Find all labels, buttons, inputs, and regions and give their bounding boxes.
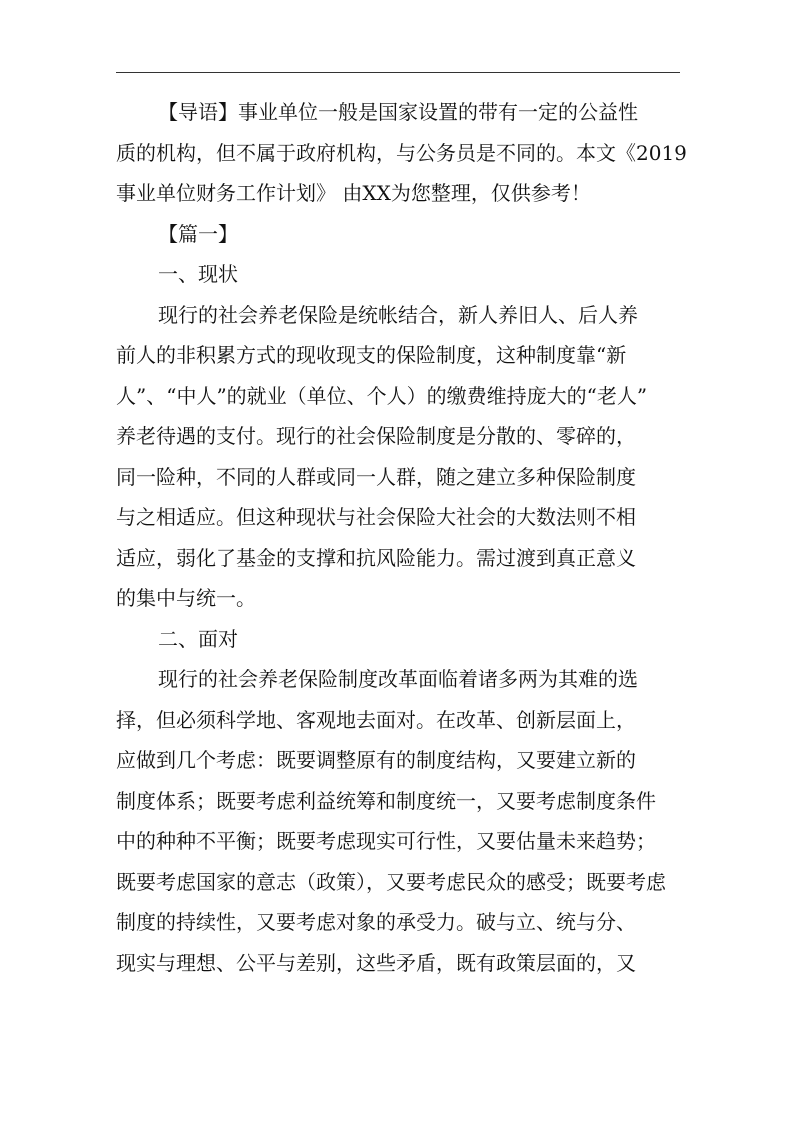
paragraph-2-line-3: 应做到几个考虑：既要调整原有的制度结构，又要建立新的 (116, 748, 636, 772)
paragraph-1-line-8: 的集中与统一。 (116, 586, 256, 610)
paragraph-2-line-7: 制度的持续性，又要考虑对象的承受力。破与立、统与分、 (116, 910, 636, 934)
paragraph-1-line-3: 人”、“中人”的就业（单位、个人）的缴费维持庞大的“老人” (116, 383, 648, 408)
intro-line-1: 【导语】事业单位一般是国家设置的带有一定的公益性 (158, 100, 638, 124)
paragraph-1-line-4: 养老待遇的支付。现行的社会保险制度是分散的、零碎的， (116, 424, 636, 448)
paragraph-2-line-5: 中的种种不平衡；既要考虑现实可行性，又要估量未来趋势； (116, 829, 656, 853)
paragraph-1-line-6: 与之相适应。但这种现状与社会保险大社会的大数法则不相 (116, 505, 636, 529)
paragraph-1-line-7: 适应，弱化了基金的支撑和抗风险能力。需过渡到真正意义 (116, 545, 636, 570)
paragraph-2-line-4: 制度体系；既要考虑利益统筹和制度统一，又要考虑制度条件 (116, 788, 656, 813)
document-body (116, 92, 687, 983)
paragraph-1-line-1: 现行的社会养老保险是统帐结合，新人养旧人、后人养 (158, 302, 638, 327)
header-rule (116, 72, 680, 73)
paragraph-2-line-8: 现实与理想、公平与差别，这些矛盾，既有政策层面的，又 (116, 950, 636, 975)
section-heading-part-one: 【篇一】 (158, 221, 238, 246)
paragraph-2-line-2: 择，但必须科学地、客观地去面对。在改革、创新层面上， (116, 707, 636, 732)
intro-line-3: 事业单位财务工作计划》 由XX为您整理，仅供参考！ (116, 181, 591, 205)
intro-line-2: 质的机构，但不属于政府机构，与公务员是不同的。本文《2019 (116, 140, 687, 165)
paragraph-1-line-5: 同一险种，不同的人群或同一人群，随之建立多种保险制度 (116, 464, 636, 489)
subheading-status: 一、现状 (158, 262, 238, 286)
subheading-facing: 二、面对 (158, 626, 238, 651)
paragraph-1-line-2: 前人的非积累方式的现收现支的保险制度，这种制度靠“新 (116, 343, 627, 367)
paragraph-2-line-1: 现行的社会养老保险制度改革面临着诸多两为其难的选 (158, 667, 638, 691)
paragraph-2-line-6: 既要考虑国家的意志（政策），又要考虑民众的感受；既要考虑 (116, 869, 666, 894)
